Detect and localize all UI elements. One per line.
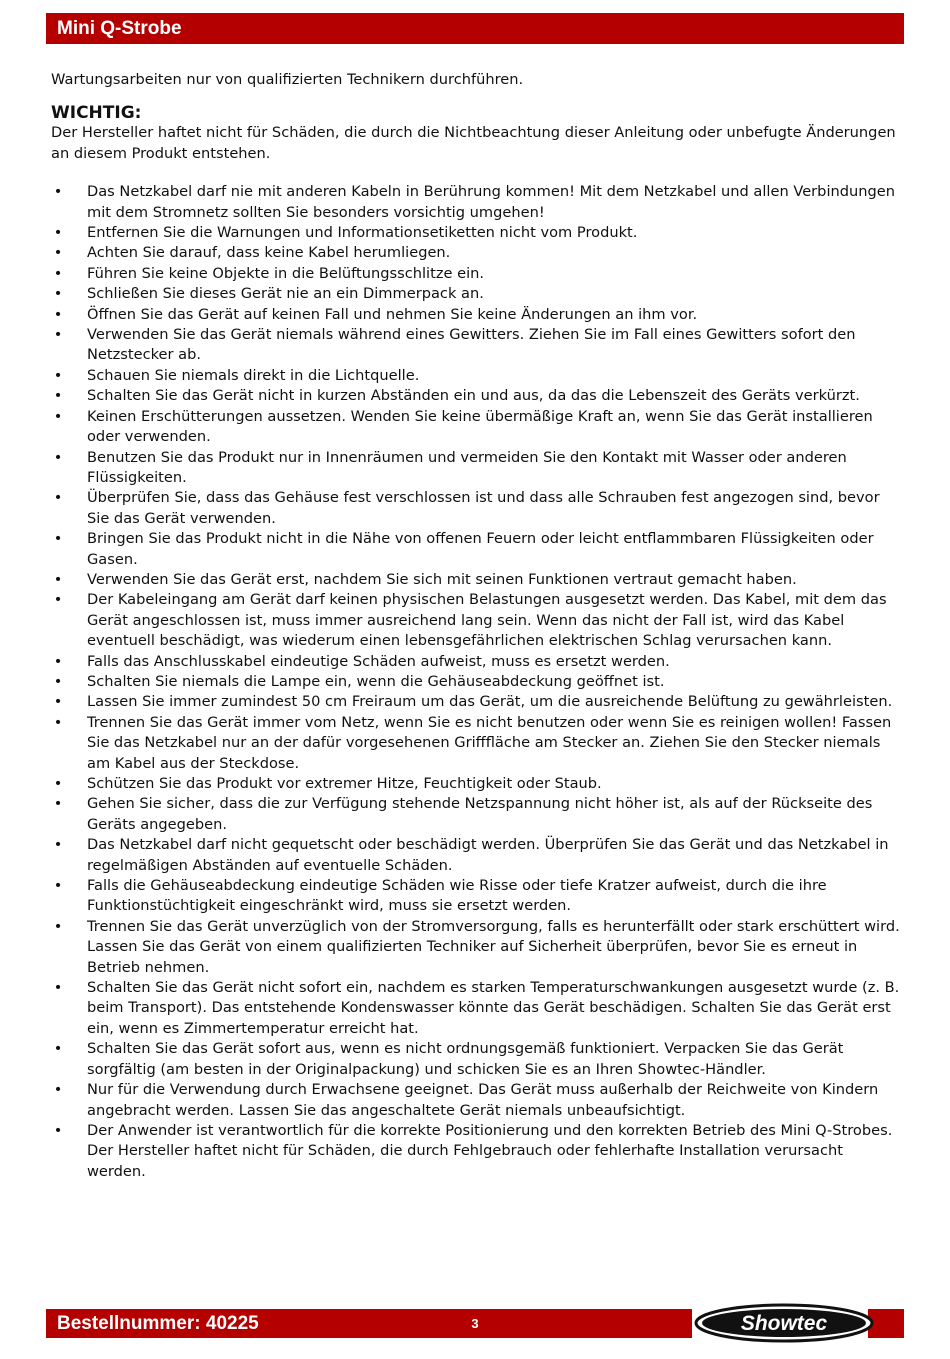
list-item bbox=[51, 978, 901, 1039]
bullet-icon: • bbox=[53, 672, 63, 690]
list-item bbox=[51, 713, 901, 774]
bullet-icon: • bbox=[53, 652, 63, 670]
list-item bbox=[51, 243, 901, 263]
list-item-text: Nur für die Verwendung durch Erwachsene geeignet. Das Gerät muss außerhalb der Reichweite von Kindern angebracht werden. Lassen Sie das angeschaltete Gerät niemals unbeaufsichtigt. bbox=[87, 1081, 879, 1119]
list-item-text: Verwenden Sie das Gerät erst, nachdem Sie sich mit seinen Funktionen vertraut gemacht haben. bbox=[87, 570, 797, 588]
page-header bbox=[46, 13, 904, 44]
safety-rules-list bbox=[51, 182, 901, 1182]
list-item bbox=[51, 182, 901, 223]
warning-text: Der Hersteller haftet nicht für Schäden, die durch die Nichtbeachtung dieser Anleitung oder unbefugte Änderungen an diesem Produkt entstehen. bbox=[51, 124, 896, 162]
bullet-icon: • bbox=[53, 1040, 63, 1058]
header-title: Mini Q-Strobe bbox=[57, 18, 182, 39]
intro-text: Wartungsarbeiten nur von qualifizierten Technikern durchführen. bbox=[51, 71, 524, 88]
list-item-text: Schalten Sie das Gerät nicht in kurzen Abständen ein und aus, da das die Lebenszeit des Geräts verkürzt. bbox=[87, 387, 860, 405]
list-item-text: Entfernen Sie die Warnungen und Informationsetiketten nicht vom Produkt. bbox=[87, 224, 638, 242]
bullet-icon: • bbox=[53, 305, 63, 323]
bullet-icon: • bbox=[53, 917, 63, 935]
list-item-text: Falls das Anschlusskabel eindeutige Schäden aufweist, muss es ersetzt werden. bbox=[87, 652, 670, 670]
bullet-icon: • bbox=[53, 713, 63, 731]
bullet-icon: • bbox=[53, 366, 63, 384]
bullet-icon: • bbox=[53, 836, 63, 854]
list-item-text: Öffnen Sie das Gerät auf keinen Fall und nehmen Sie keine Änderungen an ihm vor. bbox=[87, 305, 698, 323]
list-item-text: Trennen Sie das Gerät immer vom Netz, wenn Sie es nicht benutzen oder wenn Sie es reinigen wollen! Fassen Sie das Netzkabel nur an der dafür vorgesehenen Grifffläche am Stecker an. Ziehen Sie den Stecker niemals am Kabel aus der Steckdose. bbox=[87, 713, 892, 772]
list-item bbox=[51, 488, 901, 529]
bullet-icon: • bbox=[53, 489, 63, 507]
list-item bbox=[51, 325, 901, 366]
bullet-icon: • bbox=[53, 693, 63, 711]
list-item-text: Das Netzkabel darf nie mit anderen Kabeln in Berührung kommen! Mit dem Netzkabel und allen Verbindungen mit dem Stromnetz sollten Sie besonders vorsichtig umgehen! bbox=[87, 183, 895, 221]
list-item bbox=[51, 672, 901, 692]
bullet-icon: • bbox=[53, 530, 63, 548]
list-item bbox=[51, 570, 901, 590]
list-item bbox=[51, 794, 901, 835]
list-item bbox=[51, 529, 901, 570]
list-item-text: Der Anwender ist verantwortlich für die korrekte Positionierung und den korrekten Betrieb des Mini Q-Strobes. Der Hersteller haftet nicht für Schäden, die durch Fehlgebrauch oder fehlerhafte Installation verursacht werden. bbox=[87, 1121, 893, 1180]
list-item bbox=[51, 366, 901, 386]
bullet-icon: • bbox=[53, 224, 63, 242]
bullet-icon: • bbox=[53, 264, 63, 282]
document-body bbox=[51, 70, 901, 1182]
list-item bbox=[51, 917, 901, 978]
bullet-icon: • bbox=[53, 591, 63, 609]
warning-title: WICHTIG: bbox=[51, 103, 142, 124]
list-item bbox=[51, 1121, 901, 1182]
list-item-text: Gehen Sie sicher, dass die zur Verfügung stehende Netzspannung nicht höher ist, als auf der Rückseite des Geräts angegeben. bbox=[87, 795, 873, 833]
list-item-text: Überprüfen Sie, dass das Gehäuse fest verschlossen ist und dass alle Schrauben fest angezogen sind, bevor Sie das Gerät verwenden. bbox=[87, 489, 880, 527]
list-item-text: Schalten Sie das Gerät sofort aus, wenn es nicht ordnungsgemäß funktioniert. Verpacken Sie das Gerät sorgfältig (am besten in der Originalpackung) und schicken Sie es an Ihren Showtec-Händler. bbox=[87, 1040, 844, 1078]
list-item bbox=[51, 590, 901, 651]
list-item bbox=[51, 692, 901, 712]
list-item-text: Trennen Sie das Gerät unverzüglich von der Stromversorgung, falls es herunterfällt oder stark erschüttert wird. Lassen Sie das Gerät von einem qualifizierten Techniker auf Sicherheit überprüfen, bevor Sie es erneut in Betrieb nehmen. bbox=[87, 917, 900, 976]
bullet-icon: • bbox=[53, 795, 63, 813]
order-number: Bestellnummer: 40225 bbox=[57, 1313, 259, 1334]
list-item-text: Achten Sie darauf, dass keine Kabel herumliegen. bbox=[87, 244, 451, 262]
list-item bbox=[51, 876, 901, 917]
bullet-icon: • bbox=[53, 244, 63, 262]
bullet-icon: • bbox=[53, 877, 63, 895]
bullet-icon: • bbox=[53, 775, 63, 792]
list-item-text: Schützen Sie das Produkt vor extremer Hitze, Feuchtigkeit oder Staub. bbox=[87, 775, 602, 792]
list-item-text: Keinen Erschütterungen aussetzen. Wenden Sie keine übermäßige Kraft an, wenn Sie das Gerät installieren oder verwenden. bbox=[87, 407, 873, 446]
logo-mark bbox=[692, 1302, 904, 1344]
list-item bbox=[51, 264, 901, 284]
bullet-icon: • bbox=[53, 979, 63, 997]
list-item-text: Schauen Sie niemals direkt in die Lichtquelle. bbox=[87, 366, 420, 384]
showtec-logo bbox=[692, 1302, 904, 1344]
list-item bbox=[51, 774, 901, 794]
list-item-text: Verwenden Sie das Gerät niemals während eines Gewitters. Ziehen Sie im Fall eines Gewitters sofort den Netzstecker ab. bbox=[87, 326, 856, 364]
list-item bbox=[51, 223, 901, 243]
page-footer bbox=[46, 1309, 692, 1338]
list-item bbox=[51, 448, 901, 489]
list-item-text: Der Kabeleingang am Gerät darf keinen physischen Belastungen ausgesetzt werden. Das Kabel, mit dem das Gerät angeschlossen ist, muss immer ausreichend lang sein. Wenn das nicht der Fall ist, wird das Kabel eventuell beschädigt, was wiederum einen lebensgefährlichen elektrischen Schlag verursachen kann. bbox=[87, 591, 887, 650]
list-item-text: Das Netzkabel darf nicht gequetscht oder beschädigt werden. Überprüfen Sie das Gerät und das Netzkabel in regelmäßigen Abständen auf eventuelle Schäden. bbox=[87, 836, 889, 874]
list-item-text: Schließen Sie dieses Gerät nie an ein Dimmerpack an. bbox=[87, 285, 484, 303]
list-item-text: Benutzen Sie das Produkt nur in Innenräumen und vermeiden Sie den Kontakt mit Wasser oder anderen Flüssigkeiten. bbox=[87, 448, 847, 486]
bullet-icon: • bbox=[53, 1121, 63, 1139]
bullet-icon: • bbox=[53, 407, 63, 425]
list-item bbox=[51, 835, 901, 876]
logo-text: Showtec bbox=[740, 1312, 828, 1335]
list-item-text: Lassen Sie immer zumindest 50 cm Freiraum um das Gerät, um die ausreichende Belüftung zu gewährleisten. bbox=[87, 693, 893, 711]
bullet-icon: • bbox=[53, 183, 63, 201]
list-item-text: Schalten Sie niemals die Lampe ein, wenn die Gehäuseabdeckung geöffnet ist. bbox=[87, 672, 665, 690]
list-item bbox=[51, 407, 901, 448]
list-item bbox=[51, 305, 901, 325]
list-item-text: Schalten Sie das Gerät nicht sofort ein, nachdem es starken Temperaturschwankungen ausgesetzt wurde (z. B. beim Transport). Das entstehende Kondenswasser könnte das Gerät beschädigen. Schalten Sie das Gerät erst ein, wenn es Zimmertemperatur erreicht hat. bbox=[87, 979, 900, 1037]
list-item bbox=[51, 284, 901, 304]
bullet-icon: • bbox=[53, 326, 63, 344]
bullet-icon: • bbox=[53, 285, 63, 303]
list-item bbox=[51, 1080, 901, 1121]
list-item bbox=[51, 1039, 901, 1080]
list-item-text: Bringen Sie das Produkt nicht in die Nähe von offenen Feuern oder leicht entflammbaren Flüssigkeiten oder Gasen. bbox=[87, 530, 874, 568]
list-item bbox=[51, 386, 901, 406]
list-item bbox=[51, 652, 901, 672]
bullet-icon: • bbox=[53, 387, 63, 405]
bullet-icon: • bbox=[53, 570, 63, 588]
list-item-text: Falls die Gehäuseabdeckung eindeutige Schäden wie Risse oder tiefe Kratzer aufweist, durch die ihre Funktionstüchtigkeit eingeschränkt wird, muss sie ersetzt werden. bbox=[87, 877, 827, 915]
list-item-text: Führen Sie keine Objekte in die Belüftungsschlitze ein. bbox=[87, 264, 485, 282]
bullet-icon: • bbox=[53, 448, 63, 466]
page-number: 3 bbox=[471, 1316, 479, 1331]
bullet-icon: • bbox=[53, 1081, 63, 1099]
